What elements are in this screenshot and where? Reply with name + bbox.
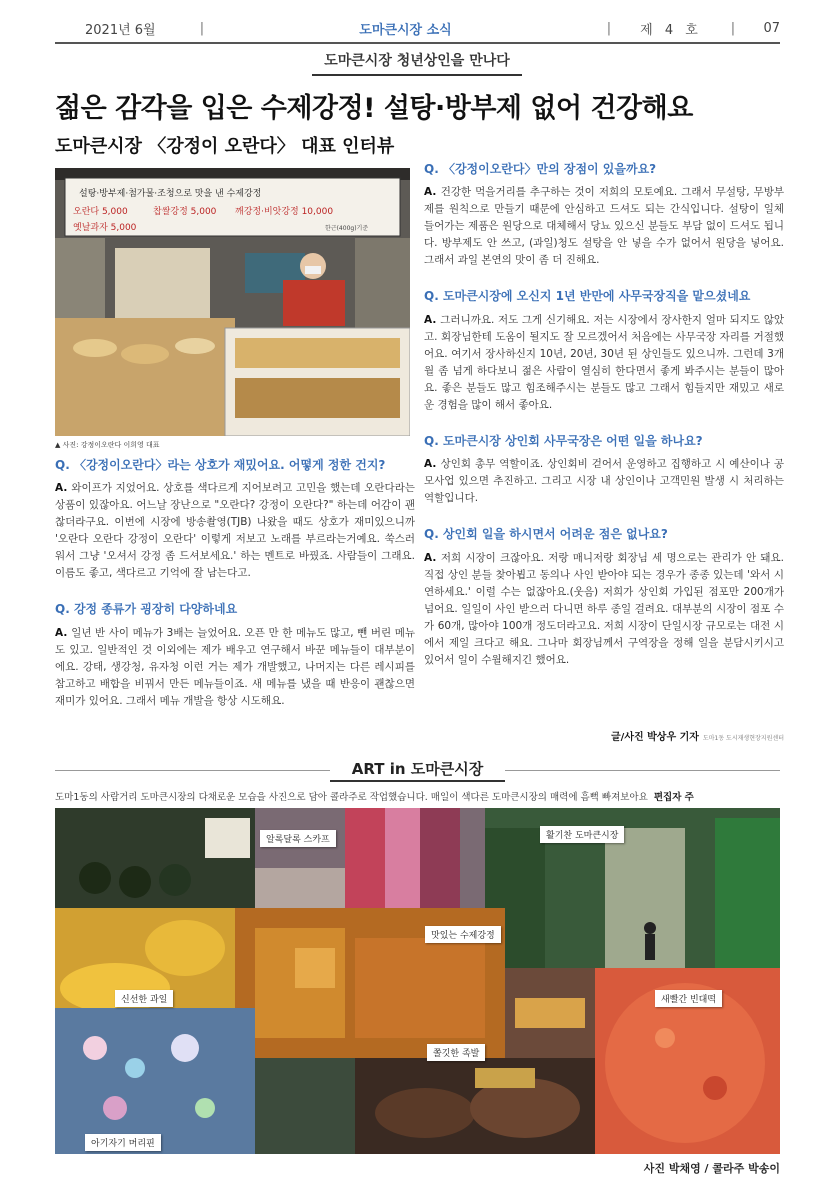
- collage-tag: 활기찬 도마큰시장: [540, 826, 624, 843]
- issue-number: 제 4 호: [640, 22, 702, 38]
- interview-answer: A. 와이프가 지었어요. 상호를 색다르게 지어보려고 고민을 했는데 오란다라는 상품이 있잖아요. 어느날 장난으로 "오란다? 강정이 오란다?" 하는데 어감이 괜찮더라구요. 이번에 시장에 방송촬영(TJB) 나왔을 때도 상호가 재미있으니까 '오란다 오란다 강정이 오란다' 이렇게 저보고 노래를 부르라는거예요. 쑥스러워서 그냥 '오셔서 강정 좀 드셔보세요.' 하는 멘트로 바꿨죠. 사람들이 그래요. 이름도 좋고, 색다르고 기억에 잘 남는다고.: [55, 482, 415, 580]
- issue-date: 2021년 6월: [85, 22, 156, 38]
- interview-question: Q. 상인회 일을 하시면서 어려운 점은 없나요?: [424, 527, 668, 542]
- sign-note: 한근(400g)기준: [325, 225, 369, 232]
- interview-left-column: [55, 456, 415, 728]
- collage-tag: 신선한 과일: [115, 990, 173, 1007]
- interview-answer: A. 건강한 먹을거리를 추구하는 것이 저희의 모토예요. 그래서 무설탕, 무방부제를 원칙으로 만들기 때문에 안심하고 드셔도 되는 간식입니다. 설탕이 일체 들어가는 제품은 원당으로 대체해서 당뇨 있으신 분들도 부담 없이 드셔도 됩니다. 방부제도 안 쓰고, (과일)청도 설탕을 안 넣을 수가 없어서 원당을 넣어요. 그래서 과일 본연의 맛이 좀 더 진해요.: [424, 186, 785, 267]
- interview-question: Q. 도마큰시장에 오신지 1년 반만에 사무국장직을 맡으셨네요: [424, 289, 751, 304]
- article-headline: 젊은 감각을 입은 수제강정! 설탕·방부제 없어 건강해요: [55, 93, 693, 124]
- shop-photo-illustration: [55, 168, 410, 436]
- collage-tag: 쫄깃한 족발: [427, 1044, 485, 1061]
- collage-tag: 아기자기 머리핀: [85, 1134, 161, 1151]
- page-header: [55, 14, 780, 44]
- collage-tag: 맛있는 수제강정: [425, 926, 501, 943]
- article-kicker: 도마큰시장 청년상인을 만나다: [312, 50, 522, 76]
- collage-tag: 새빨간 빈대떡: [655, 990, 722, 1007]
- collage-scarves: [255, 808, 485, 908]
- section-title: 도마큰시장 소식: [359, 22, 452, 38]
- shop-photo: [55, 168, 410, 436]
- interview-answer: A. 상인회 총무 역할이죠. 상인회비 걷어서 운영하고 집행하고 시 예산이나 공모사업 있으면 추진하고. 그리고 시장 내 상인이나 고객민원 발생 시 처리하는 역할입니다.: [424, 458, 784, 505]
- article-byline: 글/사진 박상우 기자 도마1동 도시재생현장지원센터: [611, 732, 784, 743]
- collage-sundae: [505, 968, 595, 1058]
- header-divider: |: [730, 20, 736, 36]
- interview-answer: A. 그러니까요. 저도 그게 신기해요. 저는 시장에서 장사한지 얼마 되지도 않았고. 회장님한테 도움이 될지도 잘 모르겠어서 처음에는 사무국장 자리를 거절했어요. 여기서 장사하신지 10년, 20년, 30년 된 상인들도 있으니까. 그런데 3개월 좀 넘게 하다보니 젊은 사람이 열심히 한다면서 좋게 봐주시는 분들이 많아요. 좋은 분들도 많고 힘조해주시는 분들도 많고 그래서 힘들지만 재밌고 새로운 경험을 많이 해서 좋아요.: [424, 313, 784, 411]
- interview-question: Q. 도마큰시장 상인회 사무국장은 어떤 일을 하나요?: [424, 433, 703, 448]
- collage-hairpins: [55, 1008, 255, 1154]
- header-divider: |: [199, 20, 205, 36]
- header-divider: |: [606, 20, 612, 36]
- sign-item-4: 옛날과자 5,000: [73, 223, 137, 233]
- collage-jokbal: [355, 1058, 595, 1154]
- interview-question: Q. 강정 종류가 굉장히 다양하네요: [55, 602, 238, 617]
- collage-credit: 사진 박채영 / 콜라주 박송이: [643, 1162, 780, 1175]
- interview-answer: A. 일년 반 사이 메뉴가 3배는 늘었어요. 오픈 만 한 메뉴도 많고, 뺀 버린 메뉴도 있고. 일반적인 것 이외에는 제가 배우고 연구해서 바꾼 메뉴들이 대부분이에요. 강태, 생강청, 유자청 이런 거는 제가 개발했고, 나머지는 다른 레시피를 참고하고 배합을 비꿔서 만든 메뉴들이죠. 새 메뉴를 냈을 때 반응이 괜찮으면 재미가 있어요. 그래서 메뉴 개발을 항상 시도해요.: [55, 626, 415, 707]
- interview-right-column: [424, 160, 784, 687]
- interview-question: Q. 〈강정이오란다〉만의 장점이 있을까요?: [424, 162, 657, 176]
- interview-question: Q. 〈강정이오란다〉라는 상호가 재밌어요. 어떻게 정한 건지?: [55, 458, 386, 472]
- art-intro: 도마1동의 사람거리 도마큰시장의 다채로운 모습을 사진으로 담아 콜라주로 작업했습니다. 매일이 색다른 도마큰시장의 매력에 흠뻑 빠져보아요 편집자 주: [55, 792, 694, 803]
- photo-caption: ▲ 사진: 강정이오란다 이희영 대표: [55, 441, 160, 449]
- sign-item-2: 찹쌀강정 5,000: [153, 207, 217, 217]
- collage-fruit-stand: [55, 808, 255, 918]
- article-subheadline: 도마큰시장 〈강정이 오란다〉 대표 인터뷰: [55, 136, 395, 157]
- sign-item-3: 깨강정·비앗강정 10,000: [235, 207, 334, 217]
- art-section-title: ART in 도마큰시장: [330, 758, 505, 782]
- page-number: 07: [763, 20, 780, 36]
- sign-item-1: 오란다 5,000: [73, 207, 128, 217]
- interview-answer: A. 저희 시장이 크잖아요. 저랑 매니저랑 회장님 세 명으로는 관리가 안 돼요. 직접 상인 분들 찾아뵙고 동의나 사인 받아야 되는 경우가 종종 있는데 '와서 시연하세요.' 이럴 수는 없잖아요.(웃음) 저희가 상인회 가입된 점포만 200개가 넘어요. 일일이 사인 받으러 다니면 하루 종일 걸려요. 대부분의 시장이 점포 수가 60개, 많아야 100개 정도더라고요. 저희 시장이 단일시장 규모로는 대전 시에서 제일 크다고 해요. 그나마 회장님께서 구역장을 정해 일을 분담시키시고 있어서 일이 수월해지긴 했어요.: [424, 551, 784, 666]
- market-collage: [55, 808, 780, 1154]
- sign-top-text: 설탕·방부제·첨가물·조청으로 맛을 낸 수제강정: [79, 189, 262, 199]
- collage-tag: 알록달록 스카프: [260, 830, 336, 847]
- collage-market-street: [485, 808, 780, 968]
